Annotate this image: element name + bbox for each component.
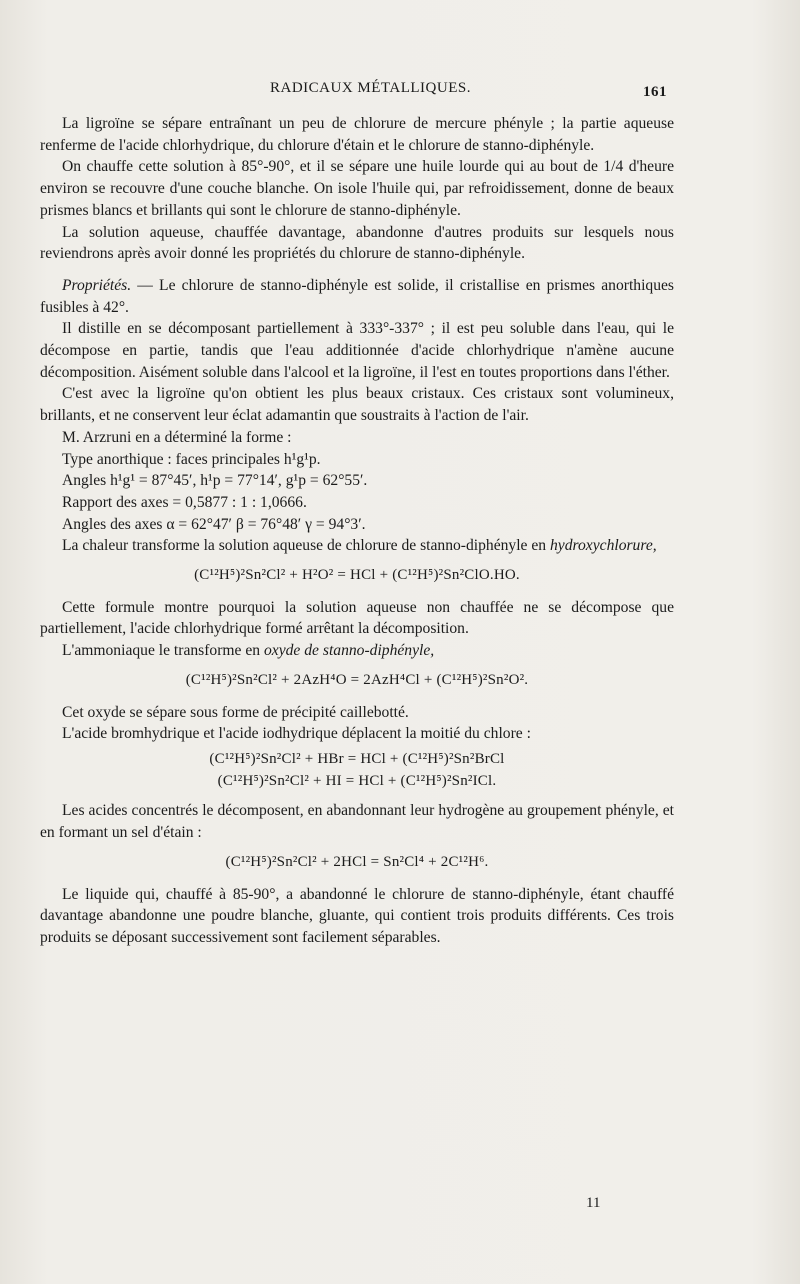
paragraph-text: La chaleur transforme la solution aqueuse de chlorure de stanno-diphényle en	[62, 537, 550, 555]
properties-paragraph	[40, 275, 674, 318]
crystal-line: Angles des axes α = 62°47′ β = 76°48′ γ = 94°3′.	[62, 515, 366, 533]
formula: (C¹²H⁵)²Sn²Cl² + 2HCl = Sn²Cl⁴ + 2C¹²H⁶.	[225, 853, 489, 870]
paragraph: On chauffe cette solution à 85°-90°, et il se sépare une huile lourde qui au bout de 1/4 d'heure environ se recouvre d'une couche blanche. On isole l'huile qui, par refroidissement, donne de beaux prismes blancs et brillants qui sont le chlorure de stanno-diphényle.	[40, 158, 674, 219]
paragraph: L'acide bromhydrique et l'acide iodhydrique déplacent la moitié du chlore :	[62, 725, 531, 743]
running-head: RADICAUX MÉTALLIQUES.	[270, 80, 471, 96]
paragraph: Les acides concentrés le décomposent, en abandonnant leur hydrogène au groupement phényle, et en formant un sel d'étain :	[40, 802, 674, 842]
italic-term: hydroxychlorure,	[550, 537, 657, 555]
paragraph	[40, 535, 674, 557]
paragraph: Il distille en se décomposant partiellement à 333°-337° ; il est peu soluble dans l'eau, qui le décompose en partie, tandis que l'eau additionnée d'acide chlorhydrique n'amène aucune décomposition. Aisément soluble dans l'alcool et la ligroïne, il l'est en toutes proportions dans l'éther.	[40, 320, 674, 381]
crystal-line: Rapport des axes = 0,5877 : 1 : 1,0666.	[62, 493, 307, 511]
crystal-line: Type anorthique : faces principales h¹g¹p.	[62, 450, 321, 468]
formula: (C¹²H⁵)²Sn²Cl² + 2AzH⁴O = 2AzH⁴Cl + (C¹²H⁵)²Sn²O².	[185, 671, 529, 688]
paragraph: Cette formule montre pourquoi la solution aqueuse non chauffée ne se décompose que partiellement, l'acide chlorhydrique formé arrêtant la décomposition.	[40, 598, 674, 638]
formula: (C¹²H⁵)²Sn²Cl² + HI = HCl + (C¹²H⁵)²Sn²ICl.	[217, 772, 497, 789]
paragraph: Cet oxyde se sépare sous forme de précipité caillebotté.	[62, 703, 409, 721]
paragraph: Le liquide qui, chauffé à 85-90°, a abandonné le chlorure de stanno-diphényle, étant chauffé davantage abandonne une poudre blanche, gluante, qui contient trois produits différents. Ces trois produits se déposant successivement sont facilement séparables.	[40, 885, 674, 946]
paragraph: C'est avec la ligroïne qu'on obtient les plus beaux cristaux. Ces cristaux sont volumineux, brillants, et ne conservent leur éclat adamantin que soustraits à l'action de l'air.	[40, 385, 674, 425]
formula: (C¹²H⁵)²Sn²Cl² + H²O² = HCl + (C¹²H⁵)²Sn²ClO.HO.	[194, 567, 520, 584]
section-label: Propriétés.	[62, 276, 132, 294]
paragraph-text: L'ammoniaque le transforme en	[62, 642, 264, 660]
formula: (C¹²H⁵)²Sn²Cl² + HBr = HCl + (C¹²H⁵)²Sn²BrCl	[209, 750, 505, 767]
page-body	[40, 113, 674, 949]
italic-term: oxyde de stanno-diphényle,	[264, 642, 435, 660]
paragraph: La ligroïne se sépare entraînant un peu de chlorure de mercure phényle ; la partie aqueuse renferme de l'acide chlorhydrique, du chlorure d'étain et le chlorure de stanno-diphényle.	[40, 115, 674, 154]
page-number: 161	[643, 84, 667, 100]
crystal-line: M. Arzruni en a déterminé la forme :	[62, 428, 292, 446]
signature-mark: 11	[586, 1195, 601, 1211]
paragraph: La solution aqueuse, chauffée davantage, abandonne d'autres produits sur lesquels nous reviendrons après avoir donné les propriétés du chlorure de stanno-diphényle.	[40, 223, 674, 263]
crystal-line: Angles h¹g¹ = 87°45′, h¹p = 77°14′, g¹p = 62°55′.	[62, 472, 368, 490]
paragraph	[40, 640, 674, 662]
crystal-data	[40, 427, 674, 536]
paragraph-text: — Le chlorure de stanno-diphényle est solide, il cristallise en prismes anorthiques fusibles à 42°.	[40, 276, 674, 316]
